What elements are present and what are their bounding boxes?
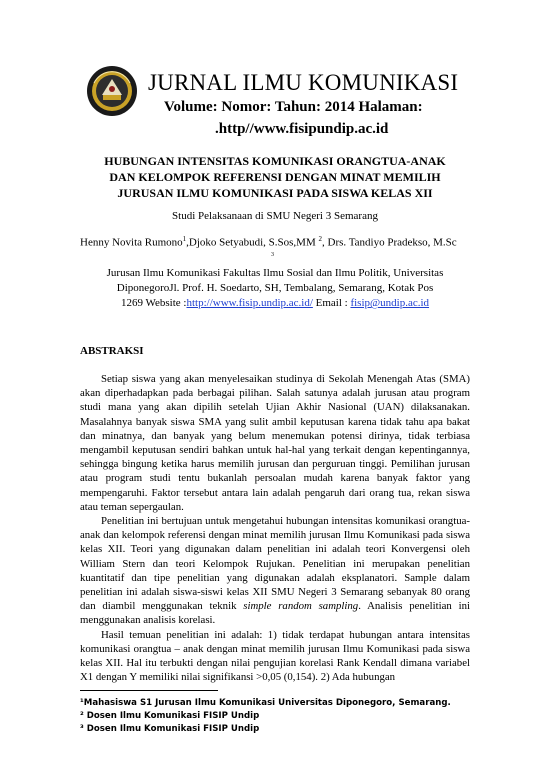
- contact-prefix: 1269 Website :: [120, 297, 187, 309]
- footnote-divider: [80, 690, 218, 691]
- email-label: Email :: [312, 297, 351, 309]
- footnote: ² Dosen Ilmu Komunikasi FISIP Undip: [80, 711, 260, 721]
- paper-title: [80, 153, 470, 201]
- paper-title-line: JURUSAN ILMU KOMUNIKASI PADA SISWA KELAS XII: [117, 186, 433, 200]
- journal-meta: Volume: Nomor: Tahun: 2014 Halaman:: [164, 99, 423, 115]
- journal-url[interactable]: .http//www.fisipundip.ac.id: [215, 121, 389, 137]
- abstract-paragraph: Hasil temuan penelitian ini adalah: 1) tidak terdapat hubungan antara intensitas komunikasi orangtua – anak dengan minat memilih jurusan Ilmu Komunikasi pada siswa kelas XII. Hal itu terbukti dengan nilai pengujian korelasi Rank Kendall dimana variabel X1 dengan Y memiliki nilai signifikansi >0,05 (0,154). 2) Ada hubungan: [80, 628, 470, 684]
- abstract-heading: ABSTRAKSI: [80, 345, 144, 357]
- paper-title-line: HUBUNGAN INTENSITAS KOMUNIKASI ORANGTUA-ANAK: [104, 154, 446, 168]
- author-footnote-marker: 1: [182, 235, 187, 243]
- university-seal-icon: [86, 65, 138, 117]
- abstract-text: Penelitian ini bertujuan untuk mengetahui hubungan intensitas komunikasi orangtua-anak dan kelompok referensi dengan minat memilih jurusan Ilmu Komunikasi pada siswa kelas XII. Teori yang digunakan dalam penelitian ini adalah teori Konvergensi oleh William Stern dan teori Kelompok Rujukan. Penelitian ini merupakan penelitian kuantitatif dan tipe penelitian yang digunakan adalah eksplanatori. Sample dalam penelitian ini adalah siswa-siswi kelas XII SMU Negeri 3 Semarang sebanyak 80 orang dan diambil menggunakan teknik: [80, 515, 470, 613]
- author-list: [80, 235, 476, 249]
- journal-title: JURNAL ILMU KOMUNIKASI: [148, 70, 459, 95]
- author-footnote-marker: 3: [271, 252, 274, 258]
- abstract-italic-term: simple random sampling: [243, 600, 359, 613]
- footnote: ³ Dosen Ilmu Komunikasi FISIP Undip: [80, 724, 260, 734]
- abstract-body: [80, 372, 470, 684]
- author-name: , Drs. Tandiyo Pradekso, M.Sc: [322, 236, 457, 249]
- paper-title-line: DAN KELOMPOK REFERENSI DENGAN MINAT MEMILIH: [109, 170, 441, 184]
- abstract-text: . Analisis penelitian ini menggunakan analisis korelasi.: [80, 600, 470, 627]
- email-link[interactable]: fisip@undip.ac.id: [350, 297, 430, 309]
- abstract-paragraph: Setiap siswa yang akan menyelesaikan studinya di Sekolah Menengah Atas (SMA) akan diperhadapkan pada berbagai pilihan. Salah satunya adalah jurusan atau program studi mana yang akan dipilih setelah Ujian Akhir Nasional (UAN) dilaksanakan. Masalahnya banyak siswa SMA yang sulit ambil keputusan karena tidak tahu apa bakat dan minatnya, dan banyak yang belum menemukan potensi dirinya, tidak terbiasa mengambil keputusan sendiri bahkan untuk hal-hal yang terkait dengan kepentingannya, sehingga bingung ketika harus memilih jurusan dan perguruan tinggi. Pemilihan jurusan atau program studi tentu bukanlah persoalan mudah karena banyak faktor yang mempengaruhi. Faktor tersebut antara lain adalah pengaruh dari orang tua, rekan siswa atau teman sepergaulan.: [80, 373, 470, 513]
- author-footnote-marker: 2: [318, 235, 322, 243]
- affiliation: [80, 266, 470, 311]
- website-link[interactable]: http://www.fisip.undip.ac.id/: [186, 297, 313, 309]
- affiliation-contact-line: [80, 296, 470, 311]
- footnote: ¹Mahasiswa S1 Jurusan Ilmu Komunikasi Universitas Diponegoro, Semarang.: [80, 698, 451, 708]
- affiliation-line: Jurusan Ilmu Komunikasi Fakultas Ilmu Sosial dan Ilmu Politik, Universitas: [106, 267, 444, 279]
- author-name: Henny Novita Rumono: [80, 236, 183, 249]
- footnotes: [80, 697, 451, 736]
- abstract-paragraph: [80, 514, 470, 628]
- author-name: ,Djoko Setyabudi, S.Sos,MM: [186, 236, 319, 249]
- affiliation-line: DiponegoroJl. Prof. H. Soedarto, SH, Tembalang, Semarang, Kotak Pos: [116, 282, 434, 294]
- study-subtitle: Studi Pelaksanaan di SMU Negeri 3 Semarang: [172, 210, 378, 222]
